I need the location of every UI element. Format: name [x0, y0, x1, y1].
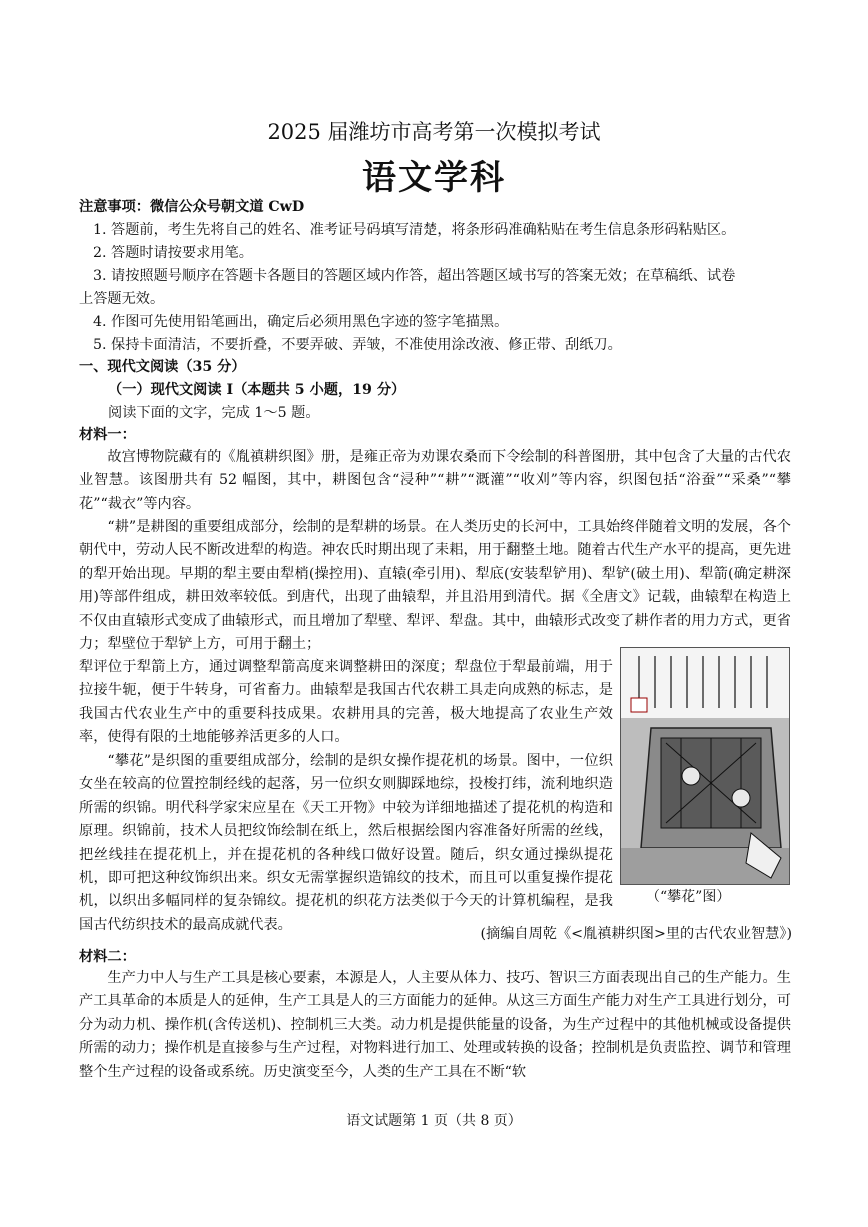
material1-source: (摘编自周乾《<胤禛耕织图>里的古代农业智慧》): [480, 926, 792, 942]
exam-title: 2025 届潍坊市高考第一次模拟考试: [267, 120, 601, 144]
notice-item: 4. 作图可先使用铅笔画出，确定后必须用黑色字迹的签字笔描黑。: [93, 314, 509, 330]
notice-heading: 注意事项：微信公众号朝文道 CwD: [79, 199, 305, 215]
material2-label: 材料二：: [79, 949, 136, 965]
section-instruction: 阅读下面的文字，完成 1～5 题。: [108, 405, 320, 421]
subject-title: 语文学科: [362, 158, 506, 198]
material1-paragraph-2-continued: 犁评位于犁箭上方，通过调整犁箭高度来调整耕田的深度；犁盘位于犁最前端，用于拉接牛轭，便于牛转身，可省畜力。曲辕犁是我国古代农耕工具走向成熟的标志，是我国古代农业生产中的重要科技成果。农耕用具的完善，极大地提高了农业生产效率，使得有限的土地能够养活更多的人口。: [79, 659, 613, 746]
figure-caption: （“攀花”图）: [646, 889, 731, 905]
section-title: 一、现代文阅读（35 分）: [79, 359, 246, 375]
notice-item: 1. 答题前，考生先将自己的姓名、准考证号码填写清楚，将条形码准确粘贴在考生信息条形码粘贴区。: [93, 222, 736, 238]
notice-item: 5. 保持卡面清洁，不要折叠，不要弄破、弄皱，不准使用涂改液、修正带、刮纸刀。: [93, 337, 622, 353]
notice-item: 3. 请按照题号顺序在答题卡各题目的答题区域内作答，超出答题区域书写的答案无效；在草稿纸、试卷: [93, 268, 736, 284]
notice-item: 上答题无效。: [79, 291, 165, 307]
section-subtitle: （一）现代文阅读 I（本题共 5 小题，19 分）: [108, 382, 406, 398]
material1-paragraph-3: “攀花”是织图的重要组成部分，绘制的是织女操作提花机的场景。图中，一位织女坐在较高的位置控制经线的起落，另一位织女则脚踩地综，投梭打纬，流利地织造所需的织锦。明代科学家宋应星在《天工开物》中较为详细地描述了提花机的构造和原理。织锦前，技术人员把纹饰绘制在纸上，然后根据绘图内容准备好所需的丝线，把丝线挂在提花机上，并在提花机的各种线口做好设置。随后，织女通过操纵提花机，即可把这种纹饰织出来。织女无需掌握织造锦纹的技术，而且可以重复操作提花机，以织出多幅同样的复杂锦纹。提花机的织花方法类似于今天的计算机编程，是我国古代纺织技术的最高成就代表。: [79, 753, 613, 933]
panhua-illustration: [620, 647, 790, 885]
notice-item: 2. 答题时请按要求用笔。: [93, 245, 253, 261]
material2-paragraph-1: 生产力中人与生产工具是核心要素，本源是人，人主要从体力、技巧、智识三方面表现出自己的生产能力。生产工具革命的本质是人的延伸，生产工具是人的三方面能力的延伸。从这三方面生产能力对生产工具进行划分，可分为动力机、操作机(含传送机)、控制机三大类。动力机是提供能量的设备，为生产过程中的其他机械或设备提供所需的动力；操作机是直接参与生产过程，对物料进行加工、处理或转换的设备；控制机是负责监控、调节和管理整个生产过程的设备或系统。历史演变至今，人类的生产工具在不断“软: [79, 970, 791, 1080]
material1-paragraph-1: 故宫博物院藏有的《胤禛耕织图》册，是雍正帝为劝课农桑而下令绘制的科普图册，其中包含了大量的古代农业智慧。该图册共有 52 幅图，其中，耕图包含“浸种”“耕”“溉灌”“收刈”等内容，织图包括“浴蚕”“采桑”“攀花”“裁衣”等内容。: [79, 449, 791, 512]
page-footer: 语文试题第 1 页（共 8 页）: [346, 1113, 522, 1129]
material1-label: 材料一：: [79, 427, 136, 443]
material1-paragraph-2: “耕”是耕图的重要组成部分，绘制的是犁耕的场景。在人类历史的长河中，工具始终伴随着文明的发展，各个朝代中，劳动人民不断改进犁的构造。神农氏时期出现了耒耜，用于翻整土地。随着古代生产水平的提高，更先进的犁开始出现。早期的犁主要由犁梢(操控用)、直辕(牵引用)、犁底(安装犁铲用)、犁铲(破土用)、犁箭(确定耕深用)等部件组成，耕田效率较低。到唐代，出现了曲辕犁，并且沿用到清代。据《全唐文》记载，曲辕犁在构造上不仅由直辕形式变成了曲辕形式，而且增加了犁壁、犁评、犁盘。其中，曲辕形式改变了耕作者的用力方式，更省力；犁壁位于犁铲上方，可用于翻土；: [79, 519, 791, 653]
